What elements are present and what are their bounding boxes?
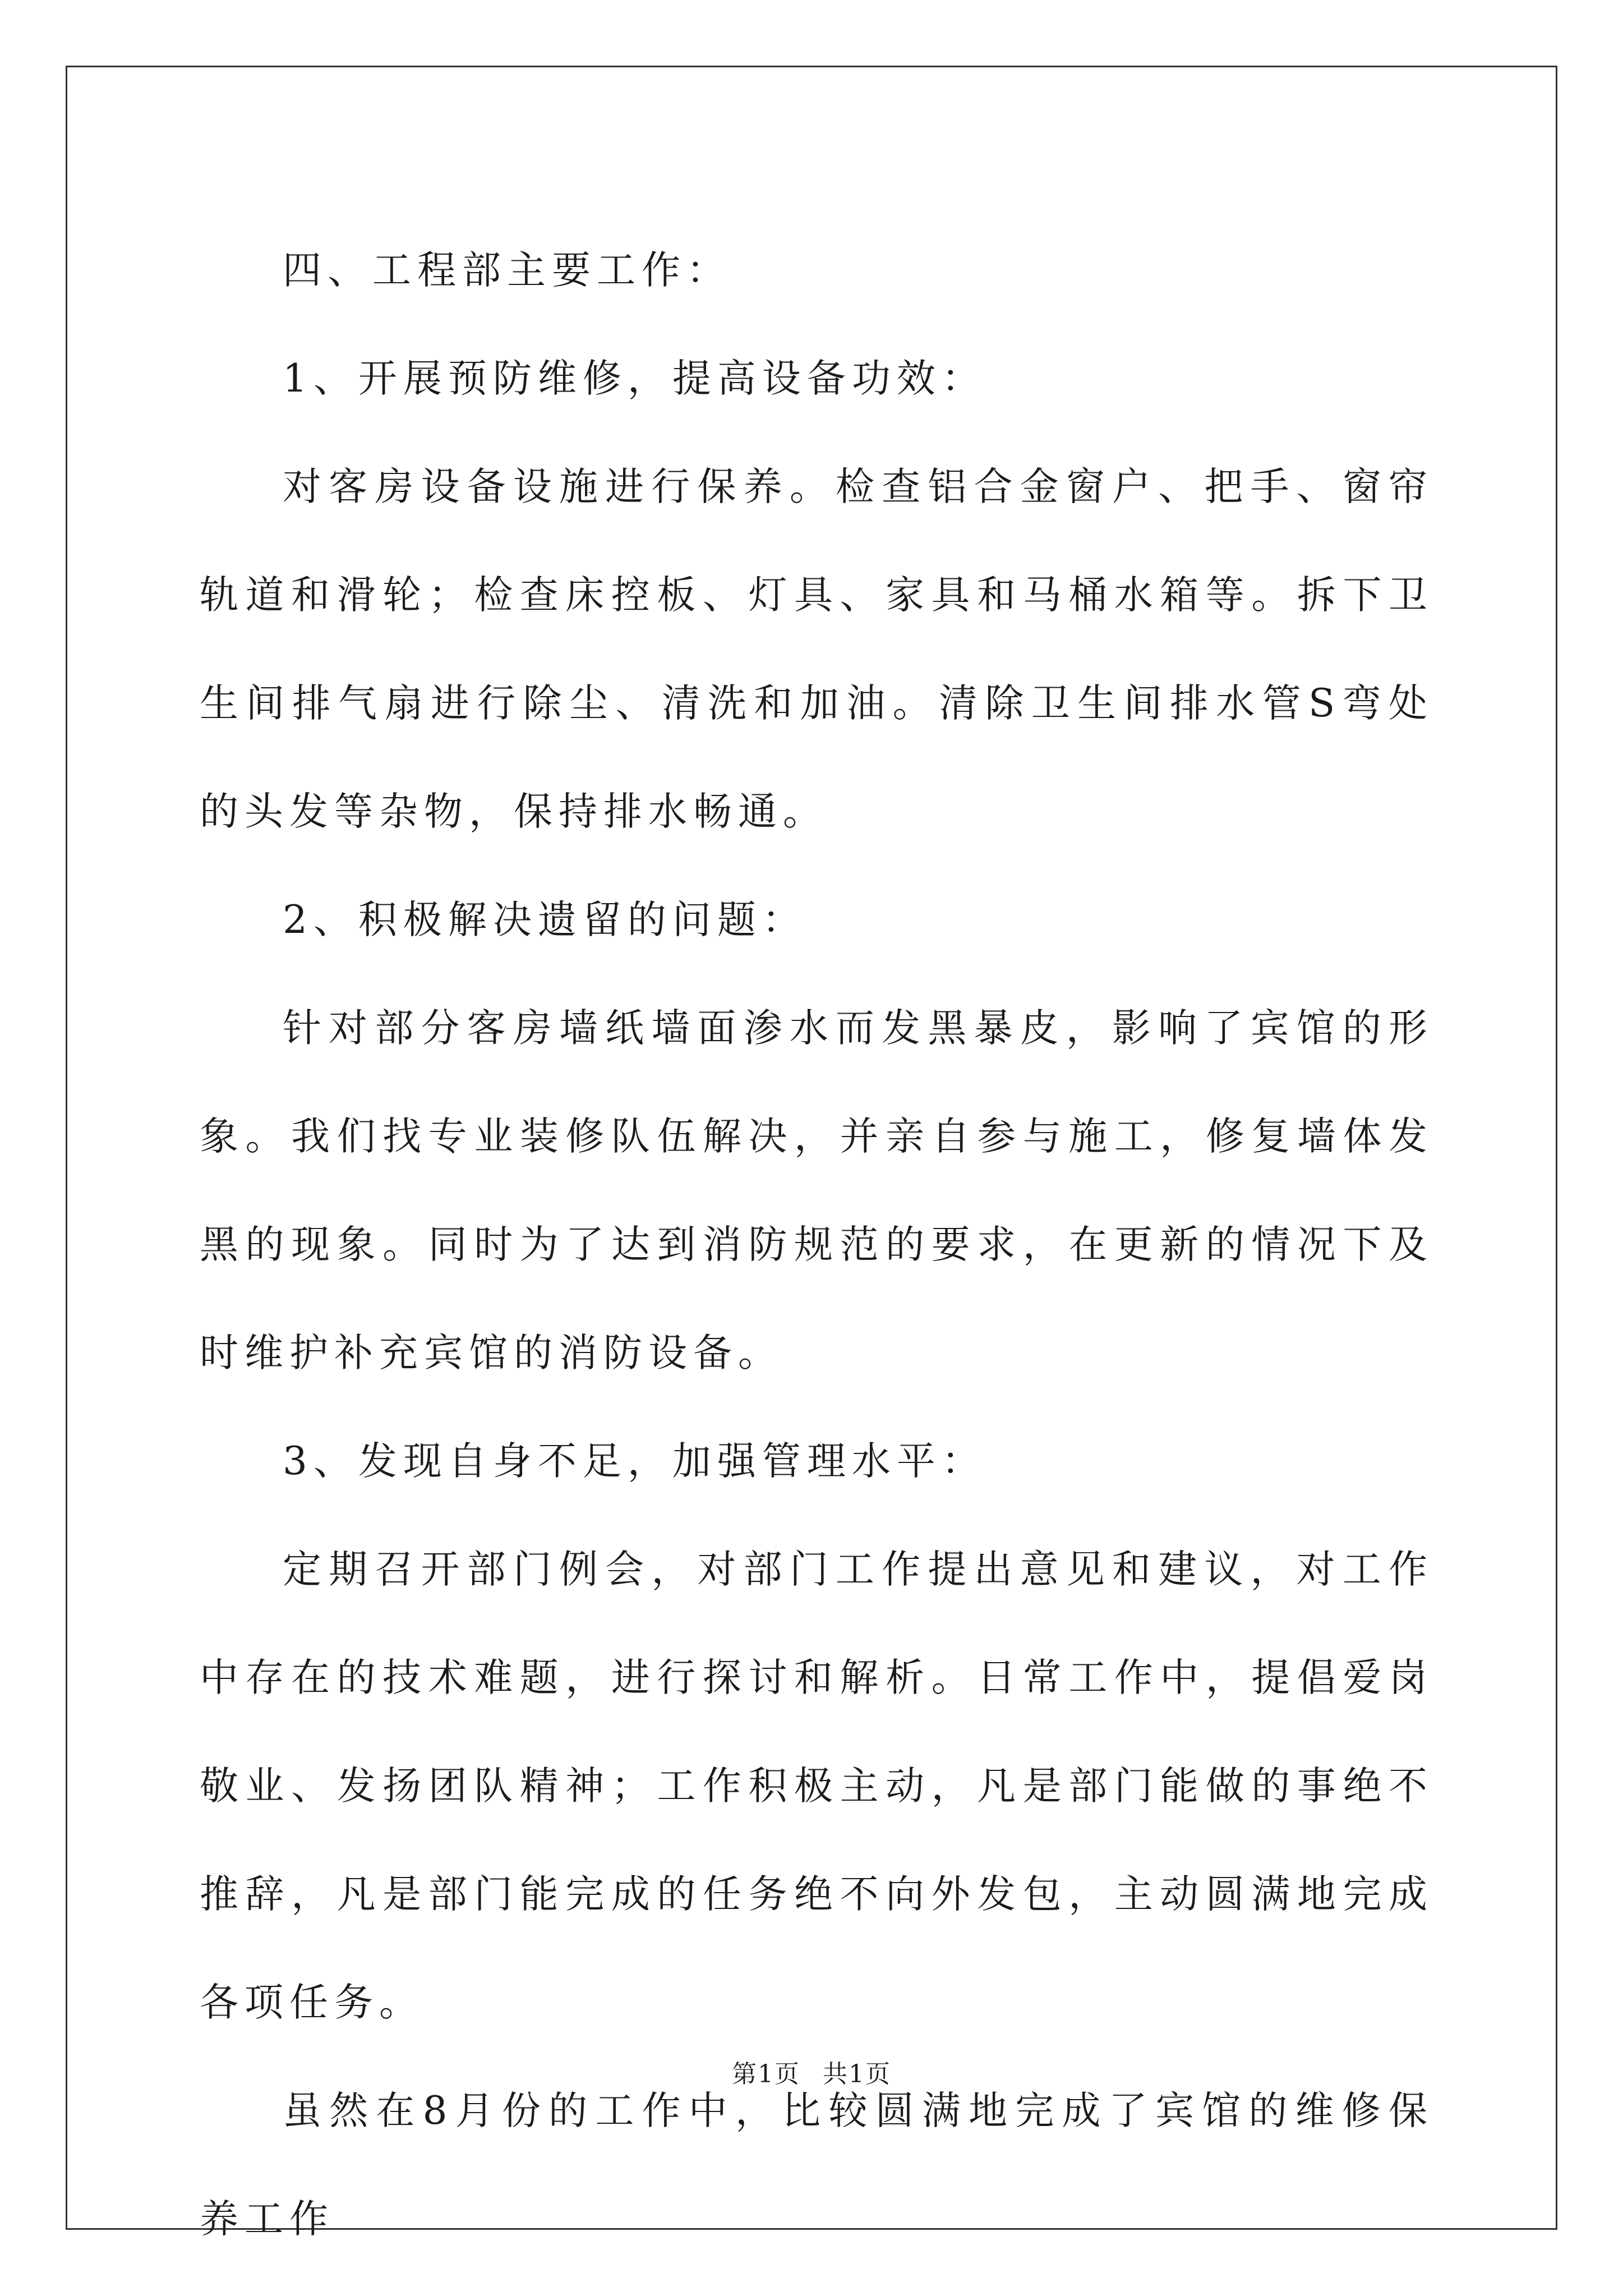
page-number: 第1页 (732, 2060, 800, 2088)
page-footer (0, 2058, 1623, 2091)
document-body (200, 217, 1433, 2274)
subheading-management: 3、发现自身不足，加强管理水平： (283, 1439, 986, 1484)
paragraph-wall-repair: 针对部分客房墙纸墙面渗水而发黑暴皮，影响了宾馆的形象。我们找专业装修队伍解决，并亲自参与施工，修复墙体发黑的现象。同时为了达到消防规范的要求，在更新的情况下及时维护补充宾馆的消防设备。 (200, 1006, 1433, 1375)
page-total: 共1页 (823, 2060, 891, 2088)
paragraph-summary: 虽然在8月份的工作中，比较圆满地完成了宾馆的维修保养工作 (200, 2088, 1433, 2242)
subheading-legacy-issues: 2、积极解决遗留的问题： (283, 898, 807, 942)
section-heading: 四、工程部主要工作： (283, 248, 731, 293)
subheading-preventive-maintenance: 1、开展预防维修，提高设备功效： (283, 356, 986, 401)
paragraph-department-meetings: 定期召开部门例会，对部门工作提出意见和建议，对工作中存在的技术难题，进行探讨和解析。日常工作中，提倡爱岗敬业、发扬团队精神；工作积极主动，凡是部门能做的事绝不推辞，凡是部门能完成的任务绝不向外发包，主动圆满地完成各项任务。 (200, 1547, 1433, 2025)
paragraph-room-maintenance: 对客房设备设施进行保养。检查铝合金窗户、把手、窗帘轨道和滑轮；检查床控板、灯具、家具和马桶水箱等。拆下卫生间排气扇进行除尘、清洗和加油。清除卫生间排水管S弯处的头发等杂物，保持排水畅通。 (200, 464, 1433, 834)
